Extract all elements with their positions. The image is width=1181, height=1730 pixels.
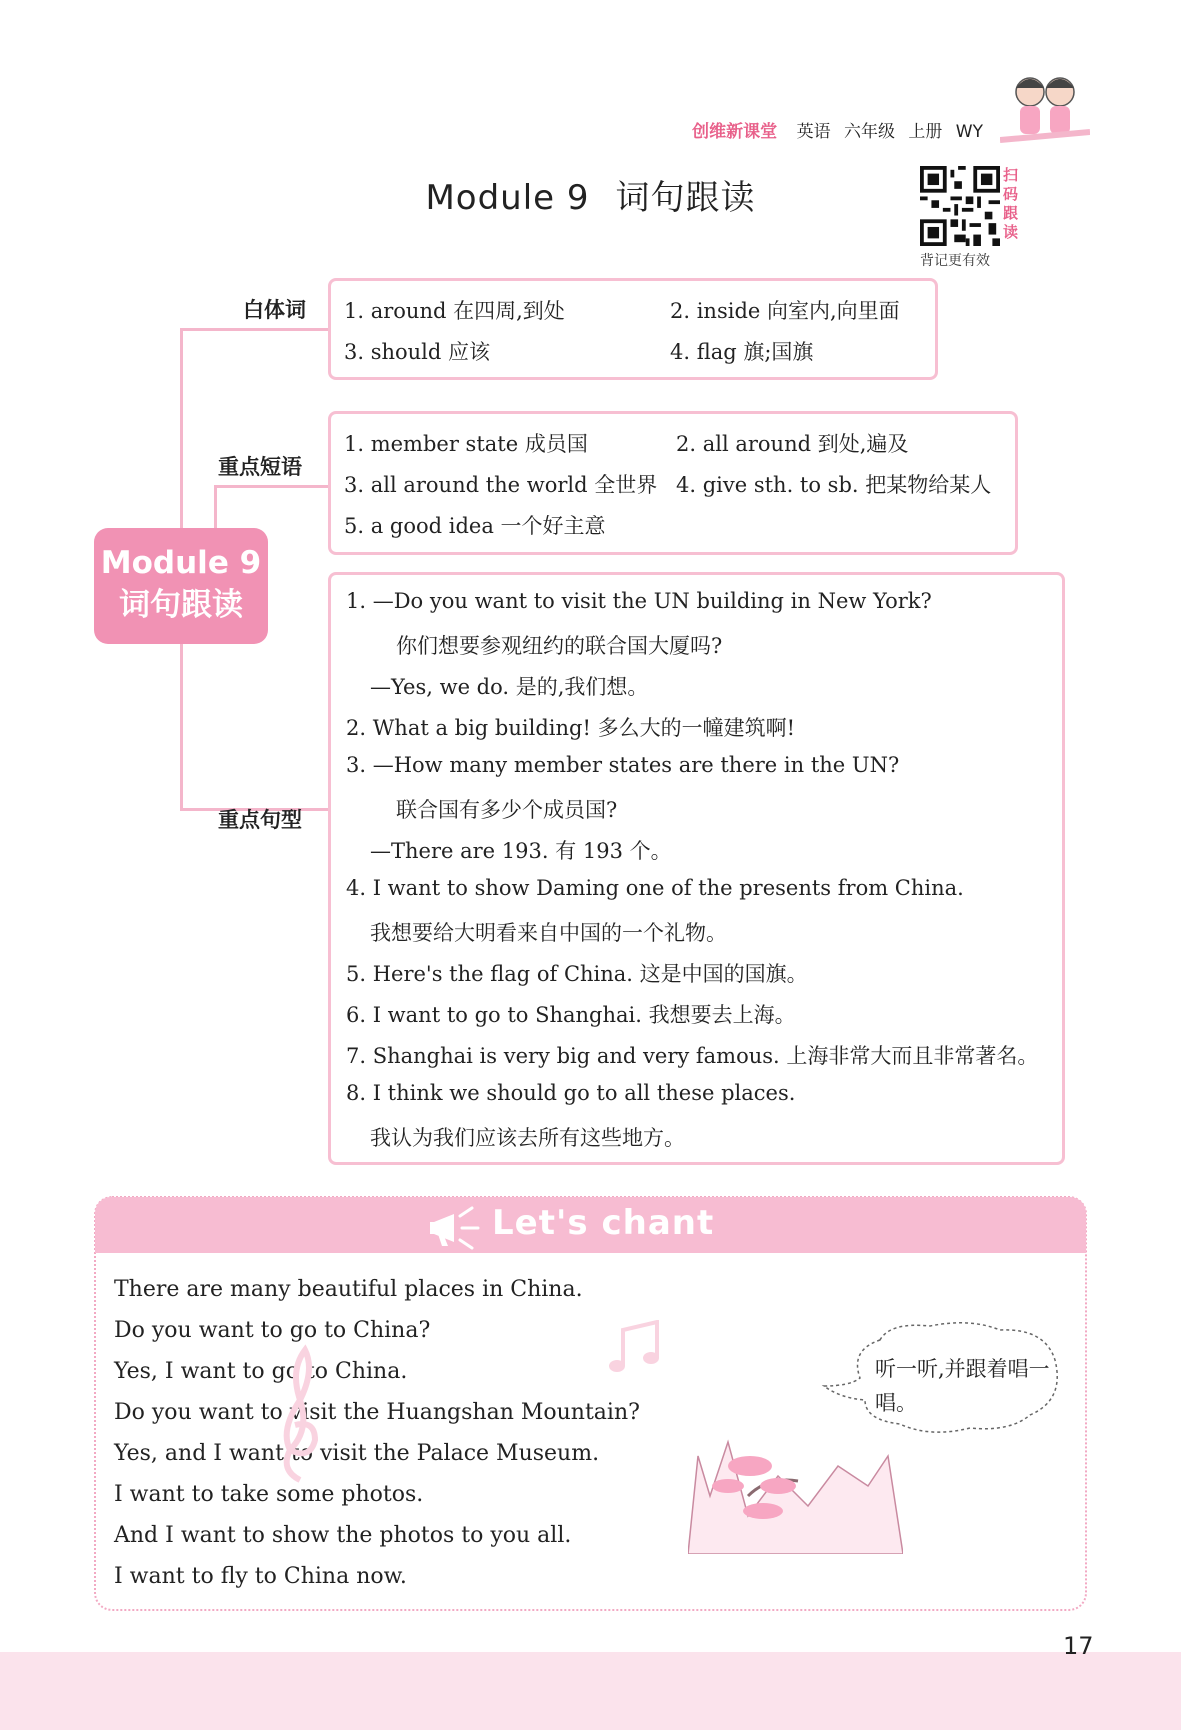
sentences-box <box>328 572 1065 1165</box>
qr-code-icon[interactable] <box>920 166 1000 246</box>
sentence-line: —There are 193. 有 193 个。 <box>370 839 672 863</box>
sentence-line: —Yes, we do. 是的,我们想。 <box>370 675 649 699</box>
connector <box>214 485 330 488</box>
word-item: 1. around 在四周,到处 <box>344 299 565 323</box>
chant-line: Yes, and I want to visit the Palace Museum. <box>114 1441 600 1466</box>
chant-line: I want to fly to China now. <box>114 1564 407 1589</box>
sentence-line: 1. —Do you want to visit the UN building in New York? <box>346 589 932 613</box>
music-note-icon <box>605 1320 665 1380</box>
footer-band <box>0 1652 1181 1730</box>
chant-line: I want to take some photos. <box>114 1482 424 1507</box>
bubble-text: 听一听,并跟着唱一唱。 <box>875 1357 1050 1415</box>
chant-line: There are many beautiful places in China. <box>114 1277 583 1302</box>
treble-clef-icon <box>260 1340 340 1490</box>
sentence-line: 3. —How many member states are there in the UN? <box>346 753 900 777</box>
sentence-line: 4. I want to show Daming one of the presents from China. <box>346 876 964 900</box>
running-header <box>692 117 991 142</box>
sentence-line: 我想要给大明看来自中国的一个礼物。 <box>370 921 727 945</box>
word-item: 3. should 应该 <box>344 340 491 364</box>
brand-name: 创维新课堂 <box>692 122 778 142</box>
label-sentences: 重点句型 <box>218 808 302 832</box>
chant-line: And I want to show the photos to you all. <box>114 1523 572 1548</box>
chant-line: Do you want to visit the Huangshan Mountain? <box>114 1400 640 1425</box>
grade: 六年级 <box>843 122 895 142</box>
cartoon-kids-icon <box>1000 70 1090 150</box>
edition: WY <box>955 122 983 142</box>
label-phrases: 重点短语 <box>218 455 302 479</box>
title-module: Module 9 <box>425 178 590 218</box>
sentence-line: 6. I want to go to Shanghai. 我想要去上海。 <box>346 1003 796 1027</box>
phrase-item: 2. all around 到处,遍及 <box>676 432 909 456</box>
sentence-line: 5. Here's the flag of China. 这是中国的国旗。 <box>346 962 808 986</box>
word-item: 4. flag 旗;国旗 <box>670 340 814 364</box>
chant-title: Let's chant <box>492 1203 715 1243</box>
phrase-item: 4. give sth. to sb. 把某物给某人 <box>676 473 992 497</box>
title-topic: 词句跟读 <box>615 178 756 218</box>
sentence-line: 我认为我们应该去所有这些地方。 <box>370 1126 685 1150</box>
sentence-line: 联合国有多少个成员国? <box>396 798 618 822</box>
page-number: 17 <box>1063 1632 1094 1660</box>
module-badge: Module 9 词句跟读 <box>94 528 268 644</box>
phrase-item: 1. member state 成员国 <box>344 432 588 456</box>
sentence-line: 你们想要参观纽约的联合国大厦吗? <box>396 634 723 658</box>
connector <box>180 328 330 331</box>
subject: 英语 <box>796 122 831 142</box>
phrase-item: 5. a good idea 一个好主意 <box>344 514 606 538</box>
sentence-line: 2. What a big building! 多么大的一幢建筑啊! <box>346 716 796 740</box>
chant-line: Yes, I want to go to China. <box>114 1359 408 1384</box>
chant-line: Do you want to go to China? <box>114 1318 431 1343</box>
word-item: 2. inside 向室内,向里面 <box>670 299 900 323</box>
volume: 上册 <box>908 122 943 142</box>
label-words: 白体词 <box>243 298 306 322</box>
megaphone-icon <box>428 1204 484 1250</box>
sentence-line: 8. I think we should go to all these places. <box>346 1081 796 1105</box>
qr-side-label: 扫 码 跟 读 <box>1003 166 1019 241</box>
phrase-item: 3. all around the world 全世界 <box>344 473 658 497</box>
sentence-line: 7. Shanghai is very big and very famous. 上海非常大而且非常著名。 <box>346 1044 1039 1068</box>
qr-note: 背记更有效 <box>920 253 990 269</box>
connector <box>214 485 217 530</box>
mountain-illustration <box>688 1436 903 1554</box>
